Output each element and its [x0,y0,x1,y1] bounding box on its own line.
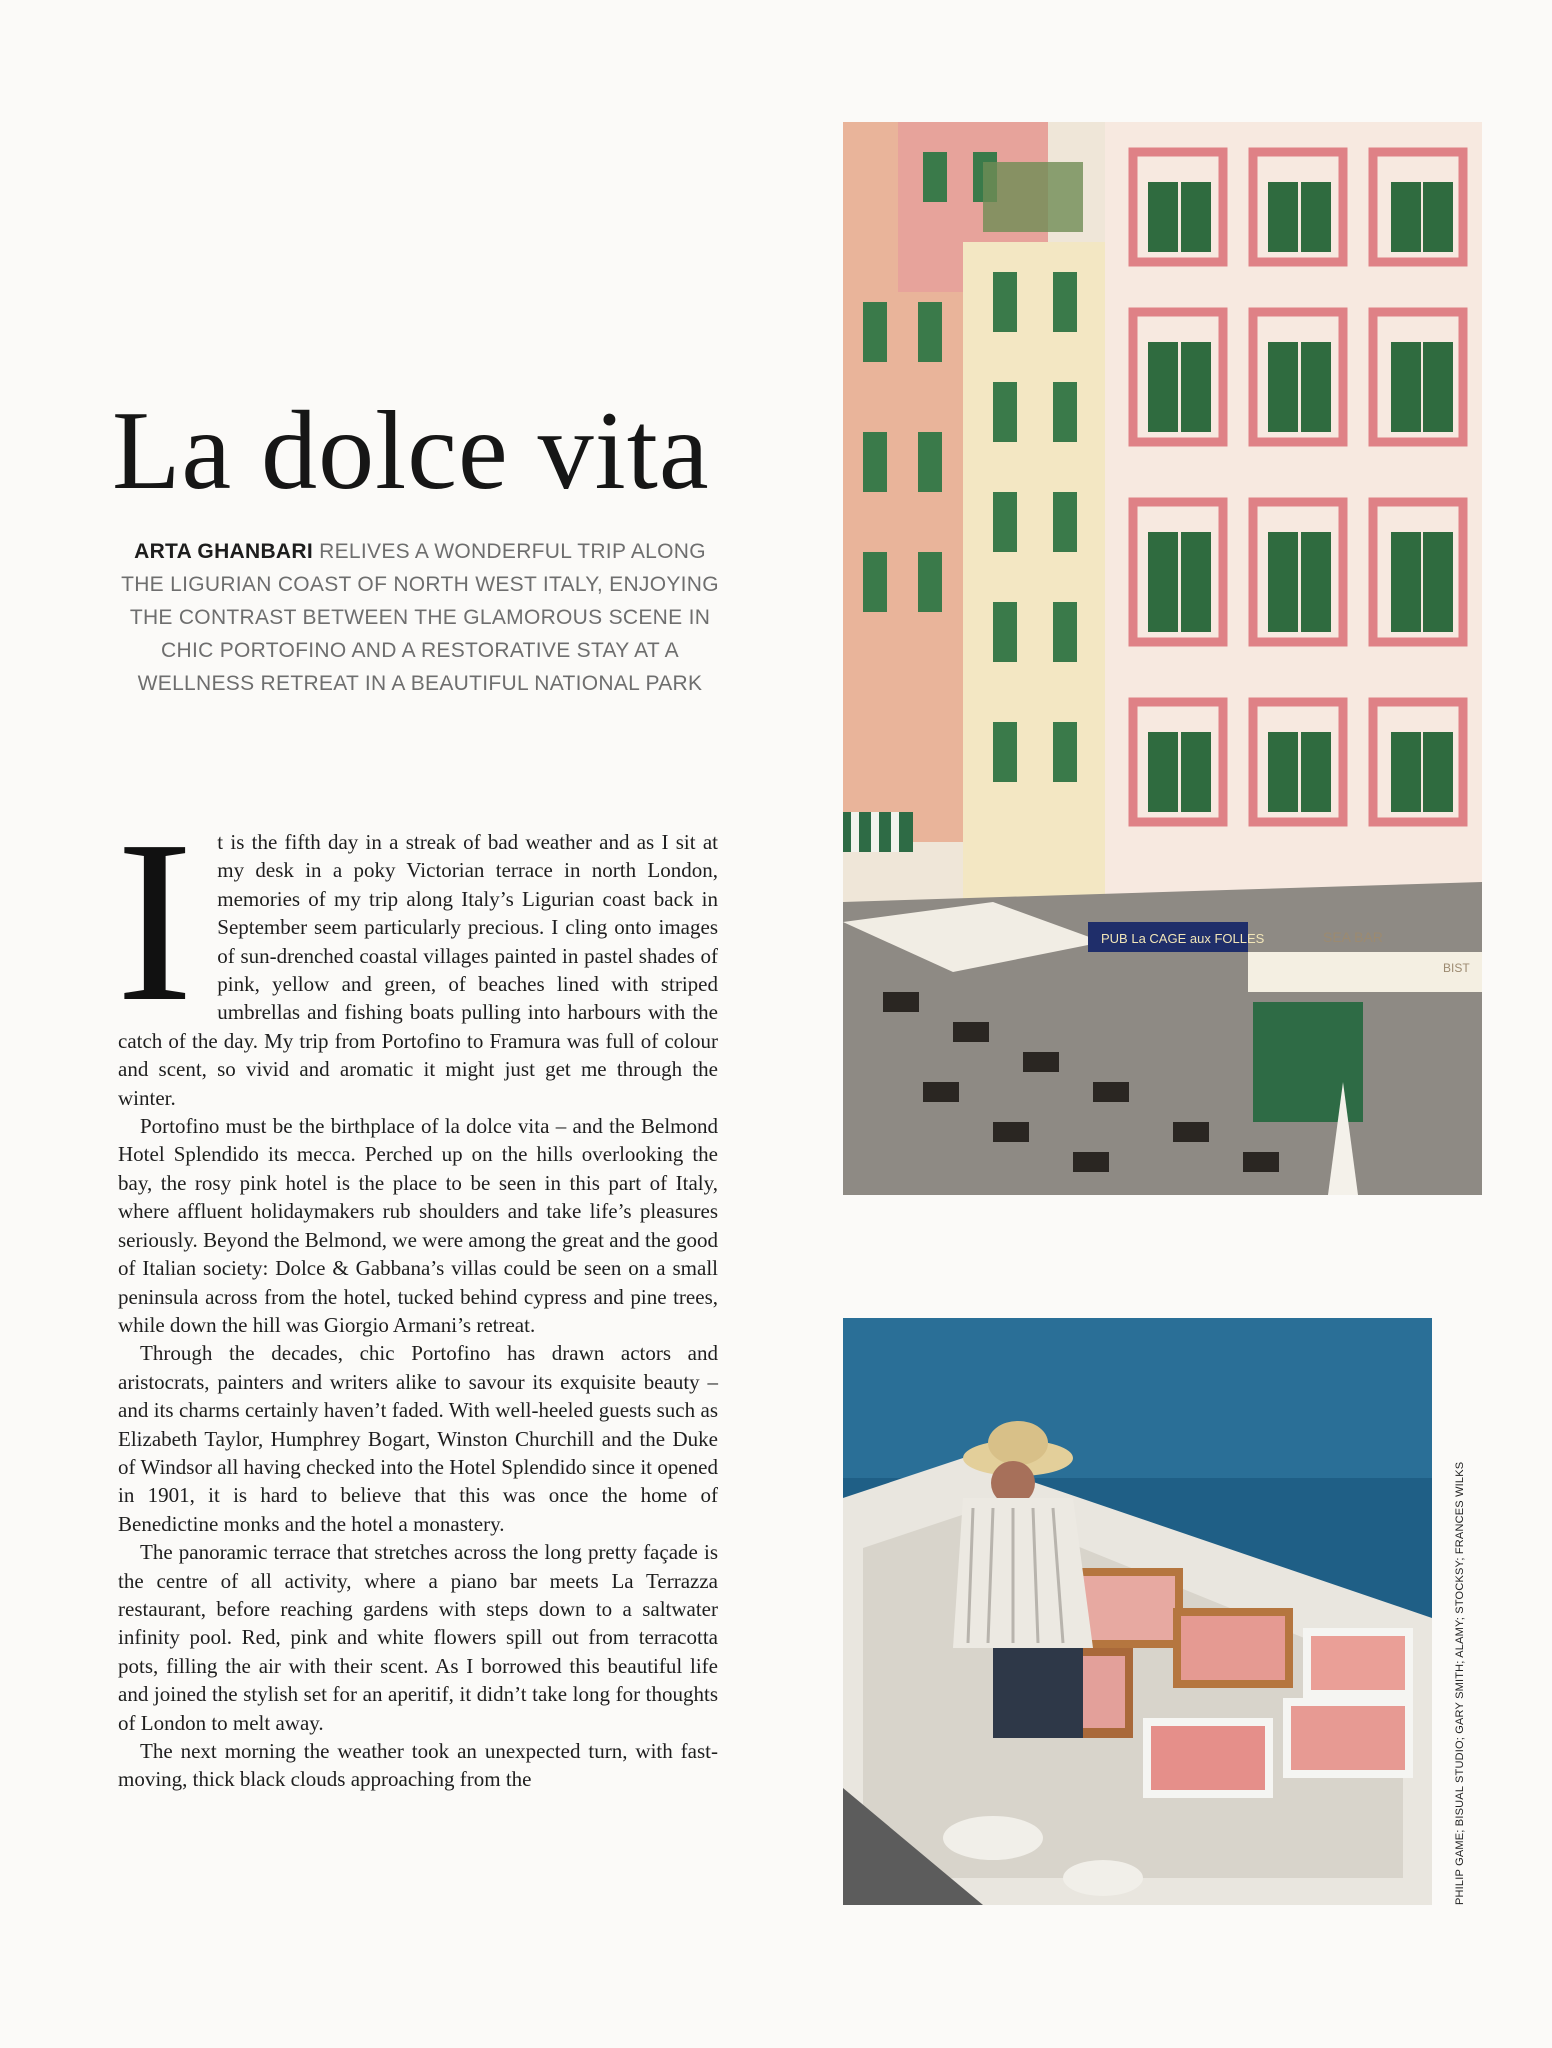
portofino-piazza-photo [843,122,1482,1195]
body-paragraph [116,793,718,1112]
awning-label-2: SEA BAR [1323,929,1383,945]
body-paragraph: The panoramic terrace that stretches across the long pretty façade is the centre of all activity, where a piano bar meets La Terrazza restaurant, before reaching gardens with steps down to a saltwater infinity pool. Red, pink and white flowers spill out from terracotta pots, filling the air with their scent. As I borrowed this beautiful life and joined the stylish set for an aperitif, it didn’t take long for thoughts of London to melt away. [118,1540,718,1735]
piazza-illustration [843,122,1482,1195]
article-body [116,793,718,1794]
standfirst-text: RELIVES A WONDERFUL TRIP ALONG THE LIGURIAN COAST OF NORTH WEST ITALY, ENJOYING THE CONTRAST BETWEEN THE GLAMOROUS SCENE IN CHIC PORTOFINO AND A RESTORATIVE STAY AT A WELLNESS RETREAT IN A BEAUTIFUL NATIONAL PARK [121,540,719,695]
fisherman-boat-photo [843,1318,1432,1905]
article-standfirst [110,535,730,700]
body-paragraph: Portofino must be the birthplace of la dolce vita – and the Belmond Hotel Splendido its mecca. Perched up on the hills overlooking the bay, the rosy pink hotel is the place to be seen in this part of Italy, where affluent holidaymakers rub shoulders and take life’s pleasures seriously. Beyond the Belmond, we were among the great and the good of Italian society: Dolce & Gabbana’s villas could be seen on a small peninsula across from the hotel, tucked behind cypress and pine trees, while down the hill was Giorgio Armani’s retreat. [118,1114,718,1337]
fisherman-illustration [843,1318,1432,1905]
drop-cap: I [116,793,194,1050]
body-paragraph: Through the decades, chic Portofino has drawn actors and aristocrats, painters and writers alike to savour its exquisite beauty – and its charms certainly haven’t faded. With well-heeled guests such as Elizabeth Taylor, Humphrey Bogart, Winston Churchill and the Duke of Windsor all having checked into the Hotel Splendido since it opened in 1901, it is hard to believe that this was once the home of Benedictine monks and the hotel a monastery. [118,1341,718,1536]
awning-label-1: PUB La CAGE aux FOLLES [1101,931,1265,946]
article-title: La dolce vita [112,389,710,513]
body-paragraph: The next morning the weather took an unexpected turn, with fast-moving, thick black clouds approaching from the [118,1739,718,1792]
awning-label-3: BIST [1443,961,1470,975]
photo-credit: PHILIP GAME; BISUAL STUDIO; GARY SMITH; ALAMY; STOCKSY; FRANCES WILKS [1454,1461,1466,1905]
author-name: ARTA GHANBARI [134,540,313,563]
paragraph-1-text: t is the fifth day in a streak of bad weather and as I sit at my desk in a poky Victorian terrace in north London, memories of my trip along Italy’s Ligurian coast back in September seem particularly precious. I cling onto images of sun-drenched coastal villages painted in pastel shades of pink, yellow and green, of beaches lined with striped umbrellas and fishing boats pulling into harbours with the catch of the day. My trip from Portofino to Framura was full of colour and scent, so vivid and aromatic it might just get me through the winter. [118,830,718,1110]
